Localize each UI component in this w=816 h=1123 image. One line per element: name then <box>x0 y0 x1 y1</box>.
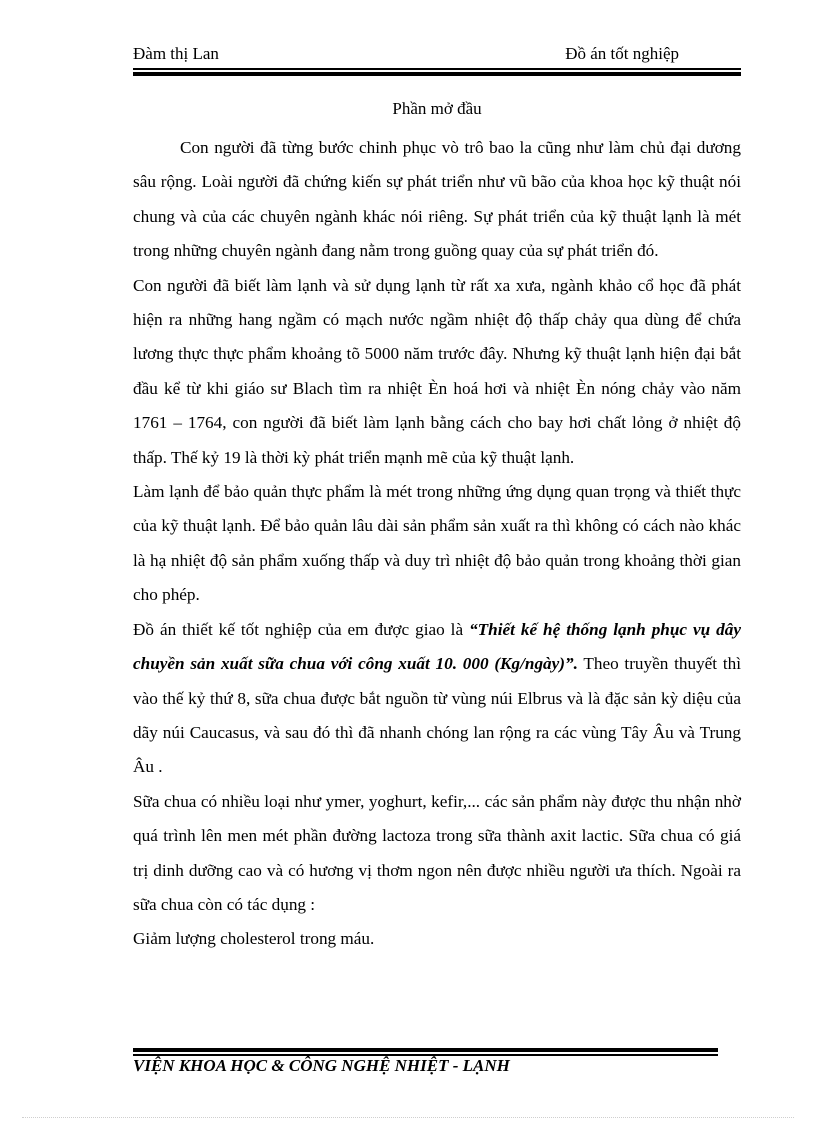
paragraph-2: Con người đã biết làm lạnh và sử dụng lạnh từ rất xa xưa, ngành khảo cổ học đã phát hiện ra những hang ngầm có mạch nước ngầm nhiệt độ thấp chảy qua dùng để chứa lương thực thực phẩm khoảng tõ 5000 năm trước đây. Nhưng kỹ thuật lạnh hiện đại bắt đầu kể từ khi giáo sư Blach tìm ra nhiệt Èn hoá hơi và nhiệt Èn nóng chảy vào năm 1761 – 1764, con người đã biết làm lạnh bằng cách cho bay hơi chất lỏng ở nhiệt độ thấp. Thế kỷ 19 là thời kỳ phát triển mạnh mẽ của kỹ thuật lạnh. <box>133 275 741 467</box>
body-text <box>133 131 741 957</box>
header-rule-thin <box>133 68 741 70</box>
page-header <box>133 44 741 68</box>
paragraph-4-rest: Theo truyền thuyết thì vào thế kỷ thứ 8, sữa chua được bắt nguồn từ vùng núi Elbrus và là đặc sản kỳ diệu của dãy núi Caucasus, và sau đó thì đã nhanh chóng lan rộng ra các vùng Tây Âu và Trung Âu . <box>133 654 741 777</box>
document-type: Đồ án tốt nghiệp <box>565 44 679 63</box>
paragraph-5: Sữa chua có nhiều loại như ymer, yoghurt, kefir,... các sản phẩm này được thu nhận nhờ quá trình lên men mét phần đường lactoza trong sữa thành axit lactic. Sữa chua có giá trị dinh dưỡng cao và có hương vị thơm ngon nên được nhiều người ưa thích. Ngoài ra sữa chua còn có tác dụng : <box>133 791 741 914</box>
header-rule-thick <box>133 72 741 76</box>
paragraph-3: Làm lạnh để bảo quản thực phẩm là mét trong những ứng dụng quan trọng và thiết thực của kỹ thuật lạnh. Để bảo quản lâu dài sản phẩm sản xuất ra thì không có cách nào khác là hạ nhiệt độ sản phẩm xuống thấp và duy trì nhiệt độ bảo quản trong khoảng thời gian cho phép. <box>133 482 741 605</box>
page-bottom-dotted-line <box>22 1117 794 1118</box>
footer-institute: VIỆN KHOA HỌC & CÔNG NGHỆ NHIỆT - LẠNH <box>133 1056 510 1075</box>
paragraph-4-intro: Đồ án thiết kế tốt nghiệp của em được giao là <box>133 619 470 639</box>
thesis-topic: “Thiết kế hệ thống lạnh phục vụ dây chuyền sản xuất sữa chua với công xuất 10. 000 (Kg/ngày)”. <box>133 619 741 674</box>
section-title: Phần mở đầu <box>392 99 482 118</box>
author-name: Đàm thị Lan <box>133 44 219 63</box>
paragraph-6: Giảm lượng cholesterol trong máu. <box>133 929 375 949</box>
paragraph-1: Con người đã từng bước chinh phục vò trô bao la cũng như làm chủ đại dương sâu rộng. Loài người đã chứng kiến sự phát triển như vũ bão của khoa học kỹ thuật nói chung và của các chuyên ngành khác nói riêng. Sự phát triển của kỹ thuật lạnh là mét trong những chuyên ngành đang nằm trong guồng quay của sự phát triển đó. <box>133 138 741 261</box>
paragraph-4 <box>133 613 741 785</box>
footer-rule-thick <box>133 1048 718 1052</box>
